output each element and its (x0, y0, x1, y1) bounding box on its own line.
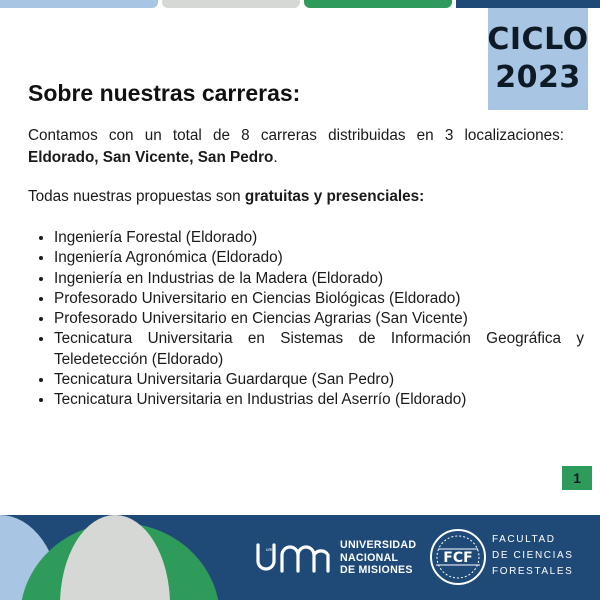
top-bar-segment-navy (456, 0, 600, 8)
career-item: • Ingeniería Forestal (Eldorado) (54, 228, 584, 248)
faculty-name (492, 532, 574, 580)
intro-locations: Eldorado, San Vicente, San Pedro (28, 149, 274, 166)
career-item: • Ingeniería Agronómica (Eldorado) (54, 248, 584, 268)
university-name-line: UNIVERSIDAD (340, 539, 417, 551)
career-item: • Tecnicatura Universitaria en Sistemas de Información Geográfica y Teledetección (Eldorado) (54, 329, 584, 370)
university-name-line: NACIONAL (340, 551, 399, 564)
intro-paragraph (28, 125, 564, 169)
fcf-logo-text: FCF (443, 550, 473, 566)
ciclo-badge-year: 2023 (495, 60, 581, 95)
ciclo-badge (488, 8, 588, 110)
faculty-name-line: DE CIENCIAS (492, 550, 574, 561)
page-title: Sobre nuestras carreras: (28, 80, 301, 106)
unam-logo-text: um (266, 547, 273, 552)
university-name (340, 539, 416, 577)
career-item: • Tecnicatura Universitaria en Industrias del Aserrío (Eldorado) (54, 390, 584, 410)
footer-banner (0, 515, 600, 600)
faculty-name-line: FACULTAD (492, 534, 556, 545)
intro-text: Contamos con un total de 8 carreras distribuidas en 3 localizaciones: (28, 127, 564, 144)
page-number-badge: 1 (562, 466, 592, 490)
free-inperson-text: Todas nuestras propuestas son (28, 188, 245, 205)
careers-list (34, 228, 584, 411)
free-inperson-emphasis: gratuitas y presenciales: (244, 188, 425, 205)
top-bar-segment-grey (162, 0, 300, 8)
top-bar-segment-green (304, 0, 452, 8)
intro-suffix: . (273, 149, 278, 166)
faculty-name-line: FORESTALES (492, 566, 574, 577)
university-name-line: DE MISIONES (340, 564, 413, 576)
ciclo-badge-label: CICLO (487, 22, 589, 57)
top-bar-segment-light-blue (0, 0, 158, 8)
top-decorative-bar (0, 0, 600, 8)
career-item: • Profesorado Universitario en Ciencias Biológicas (Eldorado) (54, 289, 584, 309)
career-item: • Profesorado Universitario en Ciencias Agrarias (San Vicente) (54, 309, 584, 329)
fcf-logo-icon (428, 527, 488, 587)
career-item: • Tecnicatura Universitaria Guardarque (San Pedro) (54, 370, 584, 390)
career-item: • Ingeniería en Industrias de la Madera (Eldorado) (54, 269, 584, 289)
free-inperson-paragraph (28, 186, 564, 208)
unam-logo-icon (252, 537, 332, 577)
